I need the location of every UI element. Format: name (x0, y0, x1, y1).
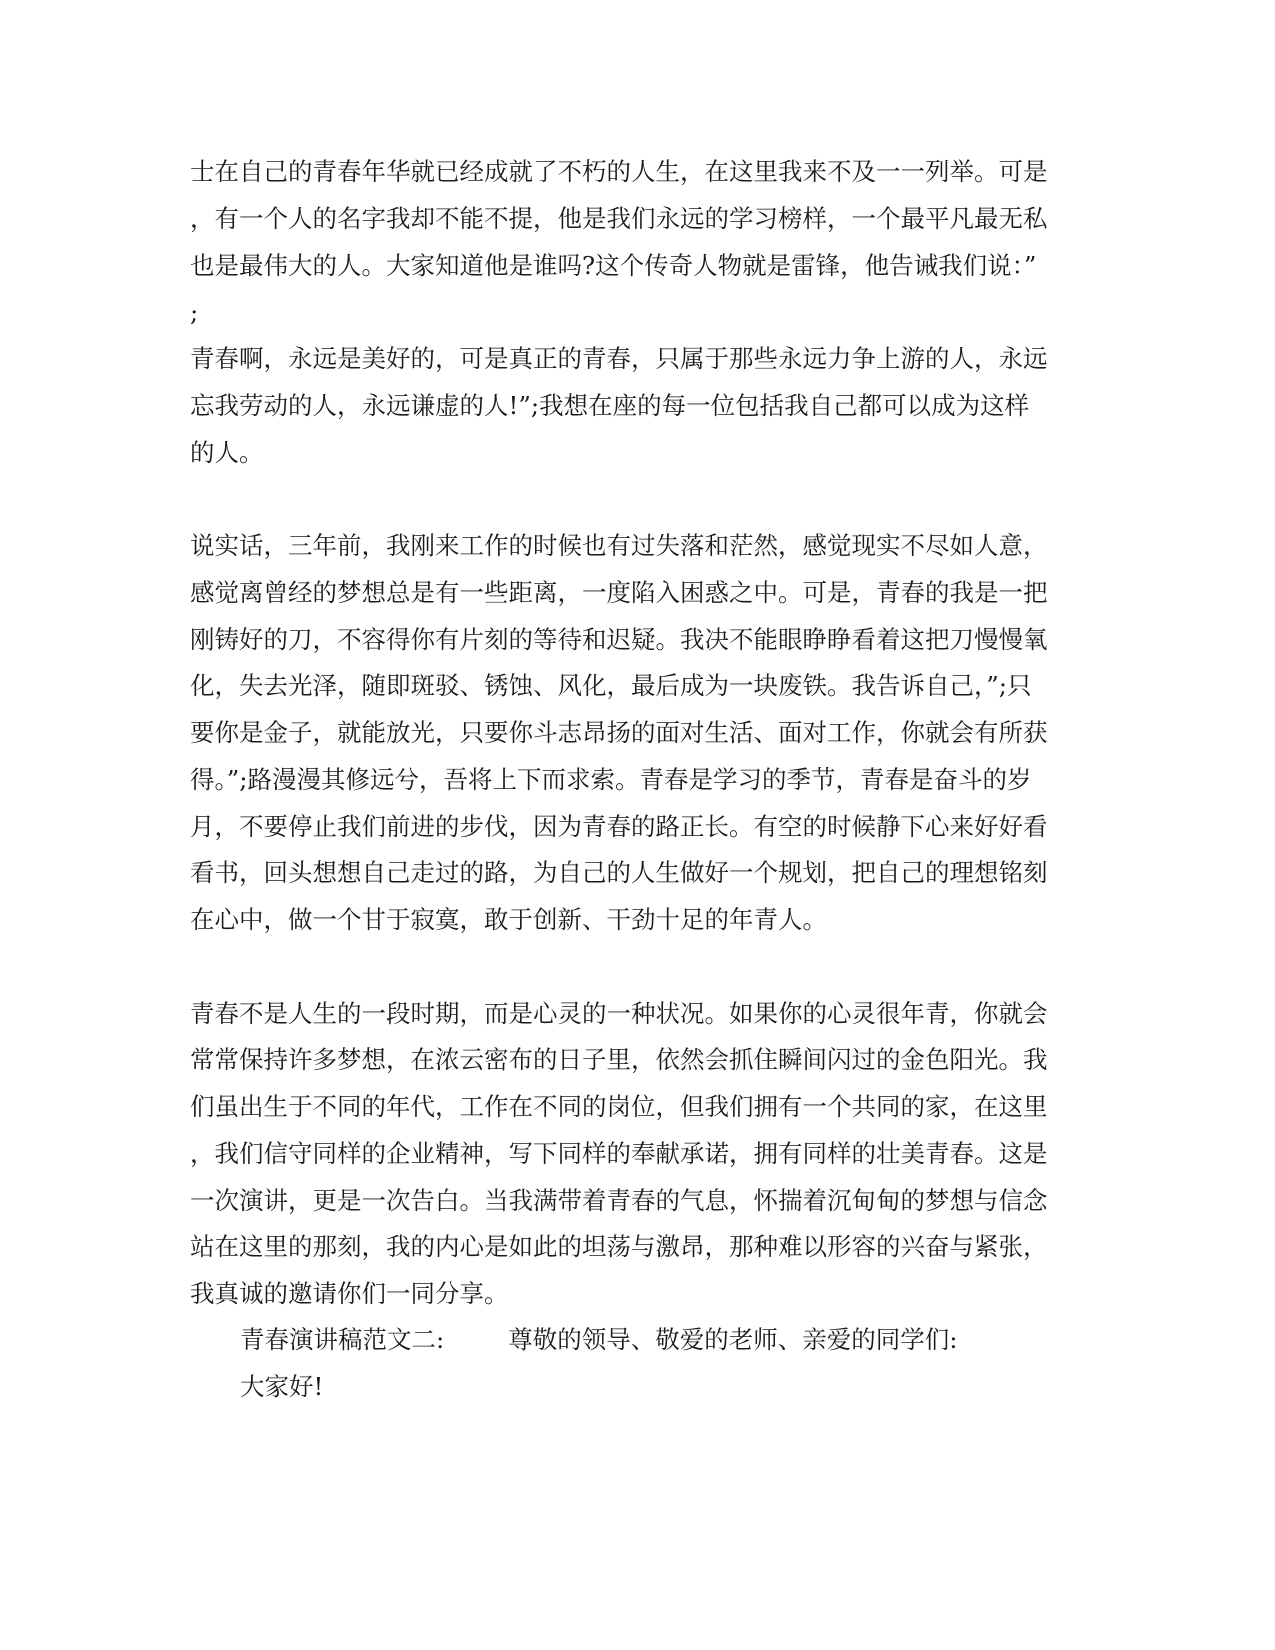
paragraph-3-line: 青春不是人生的一段时期，而是心灵的一种状况。如果你的心灵很年青，你就会 (190, 999, 1048, 1028)
paragraph-2-line: 月，不要停止我们前进的步伐，因为青春的路正长。有空的时候静下心来好好看 (190, 812, 1048, 841)
paragraph-1-line: 也是最伟大的人。大家知道他是谁吗?这个传奇人物就是雷锋，他告诫我们说：” (190, 251, 1037, 280)
paragraph-1-line: ; (190, 298, 199, 327)
paragraph-2-line: 得。”;路漫漫其修远兮，吾将上下而求索。青春是学习的季节，青春是奋斗的岁 (190, 765, 1032, 794)
paragraph-2-line: 看书，回头想想自己走过的路，为自己的人生做好一个规划，把自己的理想铭刻 (190, 858, 1048, 887)
paragraph-2-line: 刚铸好的刀，不容得你有片刻的等待和迟疑。我决不能眼睁睁看着这把刀慢慢氧 (190, 625, 1048, 654)
paragraph-1-line: 忘我劳动的人，永远谦虚的人!”;我想在座的每一位包括我自己都可以成为这样 (190, 391, 1030, 420)
paragraph-3-line: 我真诚的邀请你们一同分享。 (190, 1279, 509, 1308)
paragraph-3-line: ，我们信守同样的企业精神，写下同样的奉献承诺，拥有同样的壮美青春。这是 (190, 1139, 1048, 1168)
paragraph-2-line: 说实话，三年前，我刚来工作的时候也有过失落和茫然，感觉现实不尽如人意， (190, 531, 1048, 560)
paragraph-2-line: 化，失去光泽，随即斑驳、锈蚀、风化，最后成为一块废铁。我告诉自己，”;只 (190, 671, 1032, 700)
paragraph-1-line: 的人。 (190, 438, 264, 467)
paragraph-1-line: 青春啊，永远是美好的，可是真正的青春，只属于那些永远力争上游的人，永远 (190, 344, 1048, 373)
paragraph-2-line: 感觉离曾经的梦想总是有一些距离，一度陷入困惑之中。可是，青春的我是一把 (190, 578, 1048, 607)
paragraph-2-line: 要你是金子，就能放光，只要你斗志昂扬的面对生活、面对工作，你就会有所获 (190, 718, 1048, 747)
paragraph-3-line: 站在这里的那刻，我的内心是如此的坦荡与激昂，那种难以形容的兴奋与紧张， (190, 1232, 1048, 1261)
paragraph-1-line: 士在自己的青春年华就已经成就了不朽的人生，在这里我来不及一一列举。可是 (190, 157, 1048, 186)
paragraph-3-line: 常常保持许多梦想，在浓云密布的日子里，依然会抓住瞬间闪过的金色阳光。我 (190, 1045, 1048, 1074)
greeting: 大家好! (240, 1372, 324, 1401)
paragraph-3-line: 们虽出生于不同的年代，工作在不同的岗位，但我们拥有一个共同的家，在这里 (190, 1092, 1048, 1121)
paragraph-3-line: 一次演讲，更是一次告白。当我满带着青春的气息，怀揣着沉甸甸的梦想与信念 (190, 1186, 1048, 1215)
salutation: 尊敬的领导、敬爱的老师、亲爱的同学们: (508, 1325, 958, 1354)
paragraph-2-line: 在心中，做一个甘于寂寞，敢于创新、干劲十足的年青人。 (190, 905, 827, 934)
paragraph-1-line: ，有一个人的名字我却不能不提，他是我们永远的学习榜样，一个最平凡最无私 (190, 204, 1048, 233)
section-heading-line (240, 1316, 958, 1364)
section-title: 青春演讲稿范文二: (240, 1325, 445, 1354)
